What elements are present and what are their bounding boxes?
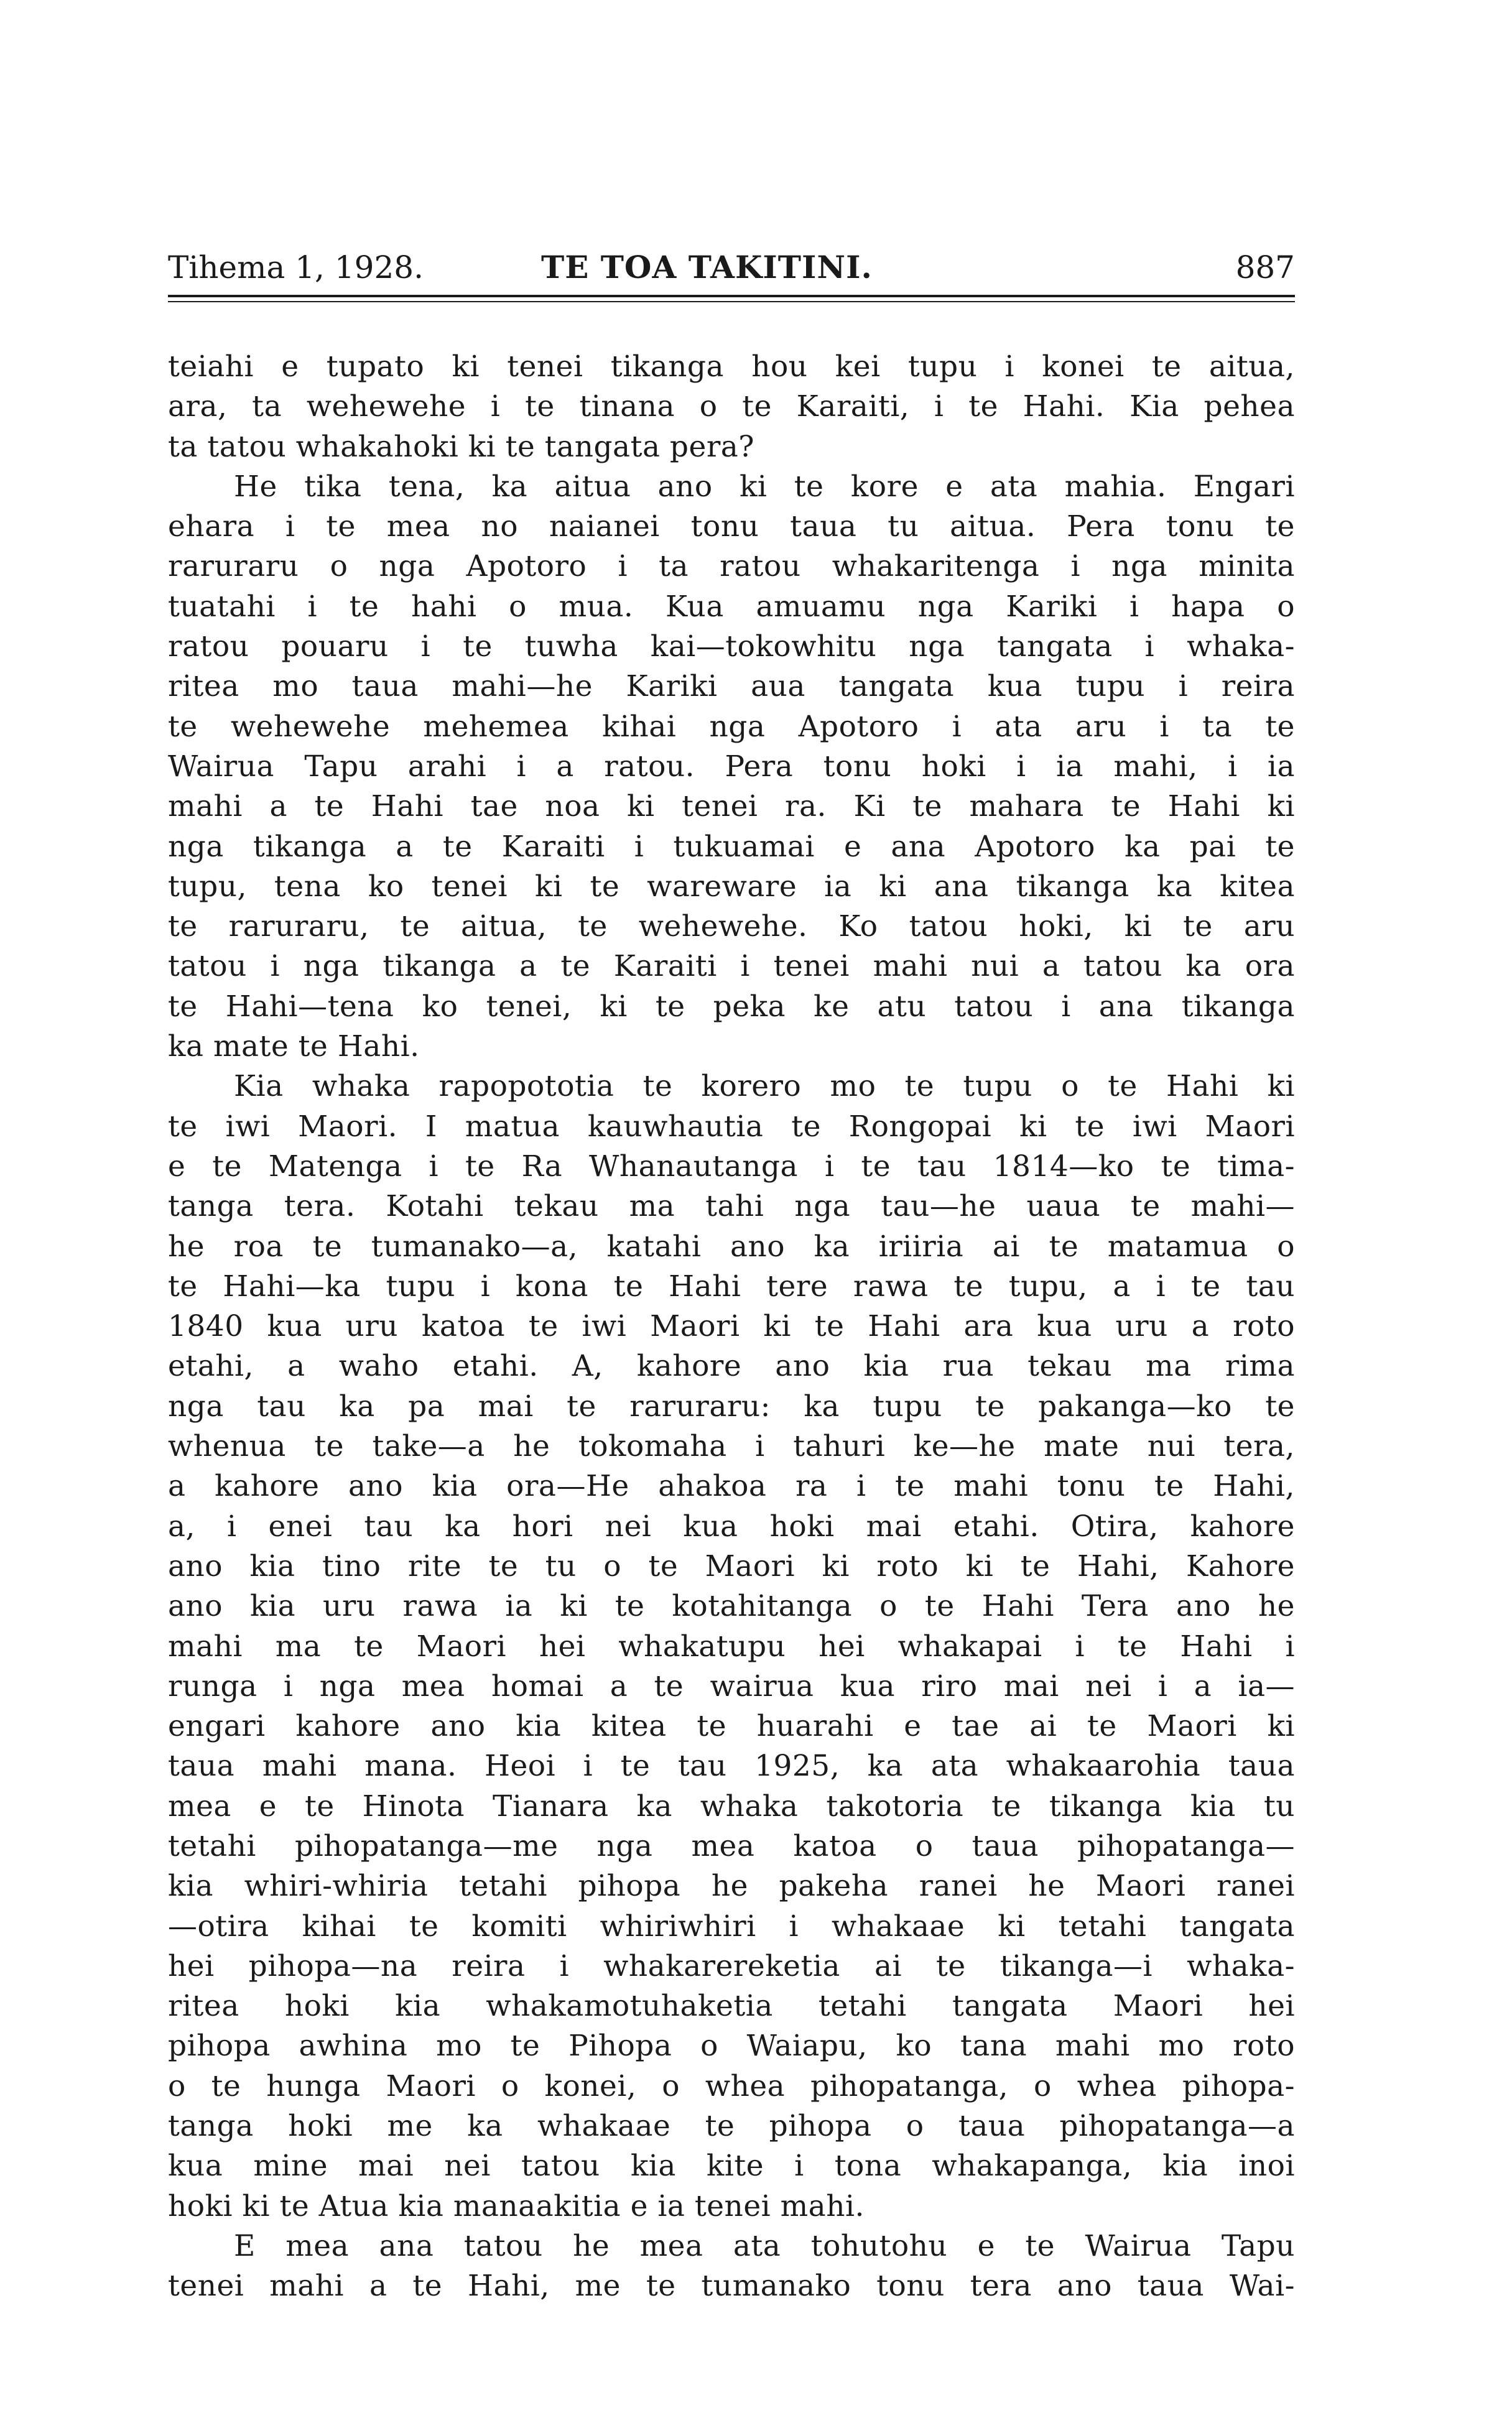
text-line: e te Matenga i te Ra Whanautanga i te tau 1814—ko te tima- <box>168 1149 1295 1184</box>
text-line: ta tatou whakahoki ki te tangata pera? <box>168 429 755 464</box>
text-line: tuatahi i te hahi o mua. Kua amuamu nga Kariki i hapa o <box>168 589 1295 624</box>
text-line: Kia whaka rapopototia te korero mo te tupu o te Hahi ki <box>234 1069 1295 1104</box>
text-line: te Hahi—ka tupu i kona te Hahi tere rawa te tupu, a i te tau <box>168 1269 1295 1304</box>
text-line: he roa te tumanako—a, katahi ano ka iriiria ai te matamua o <box>168 1229 1295 1264</box>
text-line: te raruraru, te aitua, te wehewehe. Ko tatou hoki, ki te aru <box>168 909 1295 944</box>
text-line: ritea hoki kia whakamotuhaketia tetahi tangata Maori hei <box>168 1989 1295 2024</box>
text-line: ka mate te Hahi. <box>168 1029 420 1064</box>
text-line: te wehewehe mehemea kihai nga Apotoro i ata aru i ta te <box>168 709 1295 744</box>
text-line: whenua te take—a he tokomaha i tahuri ke—he mate nui tera, <box>168 1429 1295 1464</box>
text-line: nga tau ka pa mai te raruraru: ka tupu te pakanga—ko te <box>168 1389 1295 1424</box>
page <box>168 243 1295 2304</box>
text-line: tatou i nga tikanga a te Karaiti i tenei mahi nui a tatou ka ora <box>168 949 1295 984</box>
text-line: tanga hoki me ka whakaae te pihopa o taua pihopatanga—a <box>168 2109 1295 2144</box>
text-line: ara, ta wehewehe i te tinana o te Karaiti, i te Hahi. Kia pehea <box>168 389 1295 424</box>
text-line: tetahi pihopatanga—me nga mea katoa o taua pihopatanga— <box>168 1828 1295 1863</box>
text-line: —otira kihai te komiti whiriwhiri i whakaae ki tetahi tangata <box>168 1909 1295 1944</box>
text-line: etahi, a waho etahi. A, kahore ano kia rua tekau ma rima <box>168 1349 1295 1384</box>
article-body <box>168 347 1295 2307</box>
text-line: ritea mo taua mahi—he Kariki aua tangata kua tupu i reira <box>168 669 1295 704</box>
publication-title: TE TOA TAKITINI. <box>541 249 873 285</box>
header-rule <box>168 295 1295 297</box>
text-line: te Hahi—tena ko tenei, ki te peka ke atu tatou i ana tikanga <box>168 989 1295 1024</box>
text-line: ratou pouaru i te tuwha kai—tokowhitu nga tangata i whaka- <box>168 629 1295 664</box>
text-line: E mea ana tatou he mea ata tohutohu e te Wairua Tapu <box>234 2228 1295 2263</box>
text-line: teiahi e tupato ki tenei tikanga hou kei tupu i konei te aitua, <box>168 350 1295 384</box>
text-line: ano kia tino rite te tu o te Maori ki roto ki te Hahi, Kahore <box>168 1549 1295 1583</box>
text-line: 1840 kua uru katoa te iwi Maori ki te Hahi ara kua uru a roto <box>168 1309 1295 1344</box>
text-line: a, i enei tau ka hori nei kua hoki mai etahi. Otira, kahore <box>168 1509 1295 1544</box>
header-date: Tihema 1, 1928. <box>168 249 424 285</box>
text-line: ehara i te mea no naianei tonu taua tu aitua. Pera tonu te <box>168 509 1295 544</box>
text-line: ano kia uru rawa ia ki te kotahitanga o te Hahi Tera ano he <box>168 1589 1295 1624</box>
text-line: nga tikanga a te Karaiti i tukuamai e ana Apotoro ka pai te <box>168 829 1295 864</box>
text-line: kua mine mai nei tatou kia kite i tona whakapanga, kia inoi <box>168 2149 1295 2184</box>
text-line: a kahore ano kia ora—He ahakoa ra i te mahi tonu te Hahi, <box>168 1469 1295 1504</box>
header-rule-thin <box>168 301 1295 302</box>
running-header <box>168 243 1295 292</box>
text-line: He tika tena, ka aitua ano ki te kore e ata mahia. Engari <box>234 469 1295 504</box>
text-line: hoki ki te Atua kia manaakitia e ia tenei mahi. <box>168 2189 865 2223</box>
text-line: o te hunga Maori o konei, o whea pihopatanga, o whea pihopa- <box>168 2069 1295 2103</box>
text-line: Wairua Tapu arahi i a ratou. Pera tonu hoki i ia mahi, i ia <box>168 749 1295 784</box>
text-line: te iwi Maori. I matua kauwhautia te Rongopai ki te iwi Maori <box>168 1109 1295 1144</box>
text-line: mahi ma te Maori hei whakatupu hei whakapai i te Hahi i <box>168 1629 1295 1664</box>
text-line: tanga tera. Kotahi tekau ma tahi nga tau—he uaua te mahi— <box>168 1189 1295 1224</box>
text-line: mahi a te Hahi tae noa ki tenei ra. Ki te mahara te Hahi ki <box>168 789 1295 824</box>
text-line: hei pihopa—na reira i whakarereketia ai te tikanga—i whaka- <box>168 1948 1295 1983</box>
text-line: kia whiri-whiria tetahi pihopa he pakeha ranei he Maori ranei <box>168 1869 1295 1904</box>
text-line: tenei mahi a te Hahi, me te tumanako tonu tera ano taua Wai- <box>168 2269 1295 2304</box>
text-line: mea e te Hinota Tianara ka whaka takotoria te tikanga kia tu <box>168 1789 1295 1823</box>
text-line: tupu, tena ko tenei ki te wareware ia ki ana tikanga ka kitea <box>168 869 1295 904</box>
page-number: 887 <box>1235 249 1295 285</box>
text-line: runga i nga mea homai a te wairua kua riro mai nei i a ia— <box>168 1669 1295 1703</box>
text-line: pihopa awhina mo te Pihopa o Waiapu, ko tana mahi mo roto <box>168 2029 1295 2064</box>
text-line: raruraru o nga Apotoro i ta ratou whakaritenga i nga minita <box>168 549 1295 584</box>
text-line: taua mahi mana. Heoi i te tau 1925, ka ata whakaarohia taua <box>168 1749 1295 1784</box>
text-line: engari kahore ano kia kitea te huarahi e tae ai te Maori ki <box>168 1709 1295 1744</box>
